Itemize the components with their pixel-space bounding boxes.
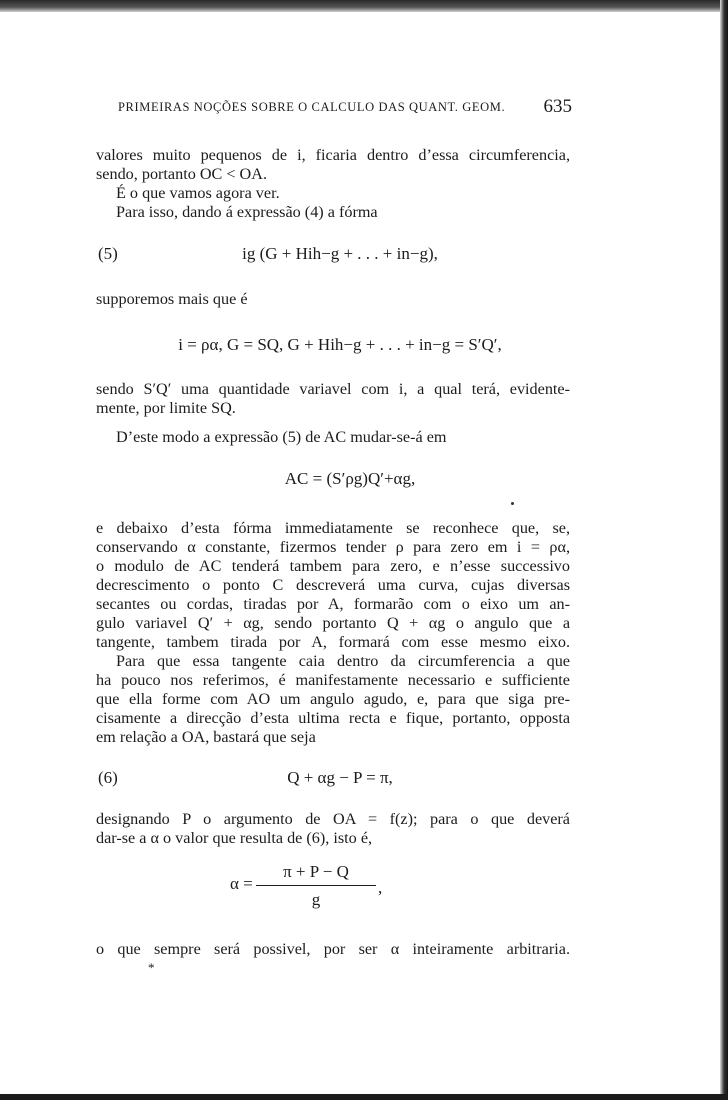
page-number: 635 xyxy=(543,96,572,117)
running-title: PRIMEIRAS NOÇÕES SOBRE O CALCULO DAS QUANT. GEOM. xyxy=(118,100,506,114)
text-line: sendo S′Q′ uma quantidade variavel com i, a qual terá, evidente- xyxy=(96,380,570,398)
text-line: tangente, tambem tirada por A, formará com esse mesmo eixo. xyxy=(96,633,570,651)
text-line: que ella forme com AO um angulo agudo, e, para que siga pre- xyxy=(96,690,570,708)
equation-5: ig (G + Hih−g + . . . + in−g), xyxy=(242,244,438,263)
text-line: o que sempre será possivel, por ser α inteiramente arbitraria. xyxy=(96,940,570,958)
text-line: ha pouco nos referimos, é manifestamente necessario e sufficiente xyxy=(96,671,570,689)
equation-ac: AC = (S′ρg)Q′+αg, xyxy=(284,469,416,488)
text-line: sendo, portanto OC < OA. xyxy=(96,165,267,183)
text-line: e debaixo d’esta fórma immediatamente se reconhece que, se, xyxy=(96,519,570,537)
ink-speck xyxy=(511,502,514,505)
text-line: decrescimento o ponto C descreverá uma curva, cujas diversas xyxy=(96,576,570,594)
alpha-lhs: α = xyxy=(230,874,253,893)
fraction-bar xyxy=(256,885,376,886)
alpha-fraction xyxy=(256,862,376,910)
text-line: conservando α constante, fizermos tender ρ para zero em i = ρα, xyxy=(96,538,570,556)
running-header xyxy=(118,96,572,117)
equation-substitution: i = ρα, G = SQ, G + Hih−g + . . . + in−g = S′Q′, xyxy=(178,335,502,354)
text-line: o modulo de AC tenderá tambem para zero, e n’esse successivo xyxy=(96,557,570,575)
equation-number-6: (6) xyxy=(98,768,118,787)
text-line: em relação a OA, bastará que seja xyxy=(96,728,316,746)
text-line: gulo variavel Q′ + αg, sendo portanto Q + αg o angulo que a xyxy=(96,614,570,632)
fraction-numerator: π + P − Q xyxy=(283,862,349,881)
text-line: mente, por limite SQ. xyxy=(96,399,236,417)
fraction-denominator: g xyxy=(311,890,321,909)
text-line: cisamente a direcção d’esta ultima recta e fique, portanto, opposta xyxy=(96,709,570,727)
text-line: D’este modo a expressão (5) de AC mudar-se-á em xyxy=(116,428,447,446)
text-line: Para que essa tangente caia dentro da circumferencia a que xyxy=(116,652,570,670)
text-line: É o que vamos agora ver. xyxy=(116,184,280,202)
text-line: designando P o argumento de OA = f(z); para o que deverá xyxy=(96,810,570,828)
fraction-comma: , xyxy=(378,878,383,897)
text-line: secantes ou cordas, tiradas por A, formarão com o eixo um an- xyxy=(96,595,570,613)
printer-mark: * xyxy=(148,960,155,975)
text-line: dar-se a α o valor que resulta de (6), isto é, xyxy=(96,829,373,847)
equation-6: Q + αg − P = π, xyxy=(287,768,393,787)
text-line: Para isso, dando á expressão (4) a fórma xyxy=(116,203,378,221)
text-line: supporemos mais que é xyxy=(96,290,248,308)
text-line: valores muito pequenos de i, ficaria dentro d’essa circumferencia, xyxy=(96,146,570,164)
equation-number-5: (5) xyxy=(98,244,118,263)
